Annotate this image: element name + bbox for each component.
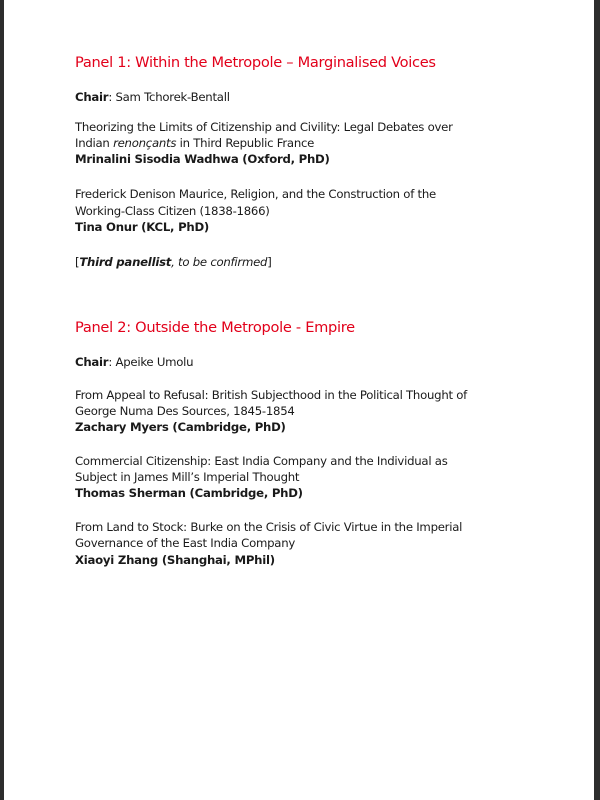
paper-title-line: Theorizing the Limits of Citizenship and Civility: Legal Debates over	[75, 120, 453, 134]
paper-title-line: Frederick Denison Maurice, Religion, and the Construction of the	[75, 187, 436, 201]
paper-title-line: Commercial Citizenship: East India Company and the Individual as	[75, 454, 448, 468]
paper-title-line: From Land to Stock: Burke on the Crisis of Civic Virtue in the Imperial	[75, 520, 463, 534]
bracket-close: ]	[267, 255, 272, 269]
paper-author: Xiaoyi Zhang (Shanghai, MPhil)	[75, 553, 275, 567]
chair-label: Chair	[75, 90, 109, 104]
paper-author: Zachary Myers (Cambridge, PhD)	[75, 420, 286, 434]
tbc-panellist	[75, 254, 272, 270]
bracket-open: [	[75, 255, 80, 269]
paper-title-italic: renonçants	[113, 136, 177, 150]
panel-1-title: Panel 1: Within the Metropole – Marginalised Voices	[75, 54, 436, 71]
document-page	[4, 0, 594, 800]
panel-2-title: Panel 2: Outside the Metropole - Empire	[75, 319, 355, 336]
paper-title-line	[75, 135, 314, 151]
paper-title-line: George Numa Des Sources, 1845-1854	[75, 404, 295, 418]
panel-1-chair	[75, 89, 230, 105]
paper-title-line: Subject in James Mill’s Imperial Thought	[75, 470, 300, 484]
chair-separator: :	[108, 90, 116, 104]
panel-2-chair	[75, 354, 193, 370]
paper-title-line: Governance of the East India Company	[75, 536, 296, 550]
paper-author: Thomas Sherman (Cambridge, PhD)	[75, 486, 303, 500]
paper-title-text: in Third Republic France	[176, 136, 315, 150]
paper-title-line: From Appeal to Refusal: British Subjecthood in the Political Thought of	[75, 388, 468, 402]
paper-title-line: Working-Class Citizen (1838-1866)	[75, 204, 270, 218]
tbc-label: Third panellist	[79, 255, 172, 269]
paper-author: Mrinalini Sisodia Wadhwa (Oxford, PhD)	[75, 152, 330, 166]
chair-name: Apeike Umolu	[115, 355, 194, 369]
chair-separator: :	[108, 355, 116, 369]
tbc-note: , to be confirmed	[171, 255, 268, 269]
paper-title-text: Indian	[75, 136, 114, 150]
viewer-frame-right	[594, 0, 600, 800]
chair-name: Sam Tchorek-Bentall	[115, 90, 230, 104]
paper-author: Tina Onur (KCL, PhD)	[75, 220, 209, 234]
chair-label: Chair	[75, 355, 109, 369]
